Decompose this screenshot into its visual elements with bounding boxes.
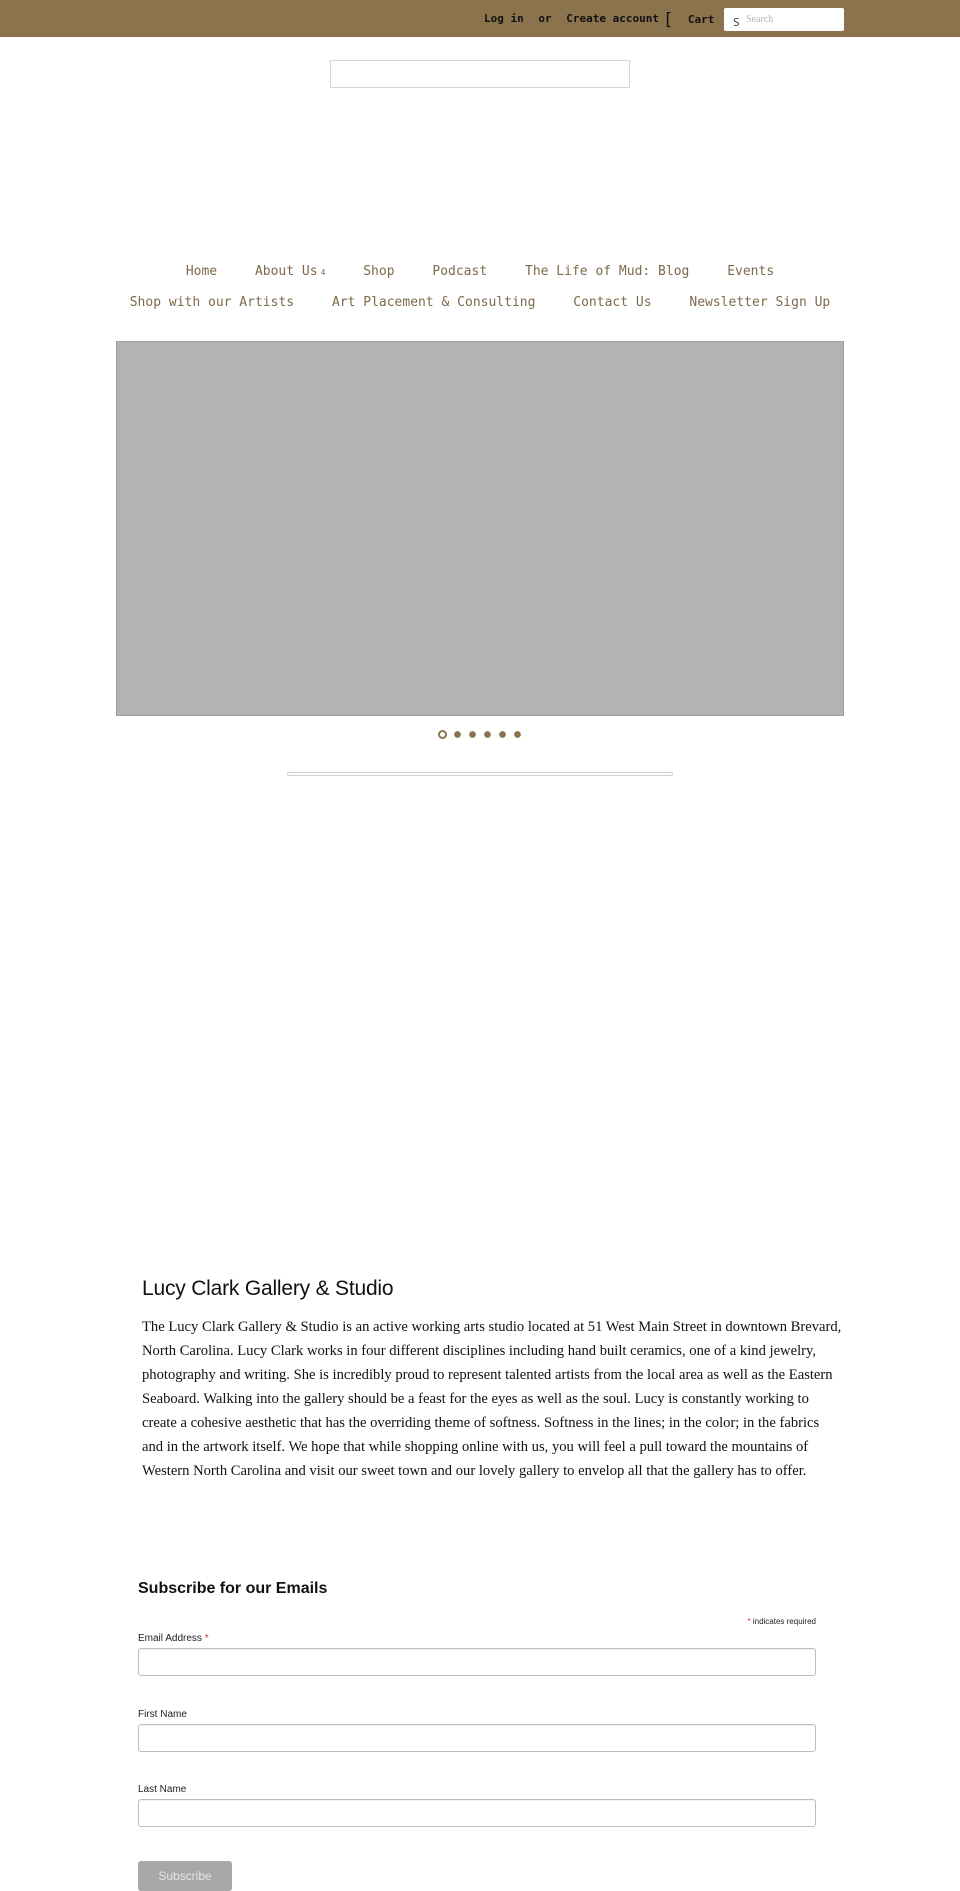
or-text: or	[538, 12, 552, 25]
subscribe-button[interactable]: Subscribe	[138, 1861, 232, 1891]
last-name-field-group	[138, 1784, 816, 1827]
main-nav-row-1	[0, 264, 960, 279]
nav-home[interactable]: Home	[185, 264, 218, 279]
first-name-input[interactable]	[138, 1724, 816, 1752]
nav-events[interactable]: Events	[727, 264, 775, 279]
first-name-label: First Name	[138, 1709, 187, 1720]
required-note	[747, 1617, 816, 1626]
required-asterisk: *	[747, 1617, 751, 1626]
email-field-group	[138, 1633, 816, 1676]
cart-link[interactable]	[663, 10, 714, 30]
main-nav-row-2	[0, 295, 960, 310]
slide-dot-3[interactable]	[469, 731, 476, 738]
slide-dot-2[interactable]	[454, 731, 461, 738]
about-title: Lucy Clark Gallery & Studio	[142, 1277, 394, 1300]
email-input[interactable]	[138, 1648, 816, 1676]
slide-dot-6[interactable]	[514, 731, 521, 738]
nav-about-us-label: About Us	[254, 264, 318, 279]
slide-dot-1[interactable]	[438, 730, 447, 739]
nav-newsletter[interactable]: Newsletter Sign Up	[689, 295, 831, 310]
required-note-text: indicates required	[752, 1617, 816, 1626]
hero-slideshow[interactable]	[116, 341, 844, 716]
nav-about-us[interactable]	[255, 264, 325, 279]
create-account-link[interactable]: Create account	[566, 12, 659, 25]
slideshow-pagination	[438, 729, 522, 739]
nav-blog[interactable]: The Life of Mud: Blog	[525, 264, 690, 279]
nav-shop[interactable]: Shop	[363, 264, 395, 279]
search-icon[interactable]: S	[733, 16, 740, 29]
nav-shop-with-artists[interactable]: Shop with our Artists	[129, 295, 295, 310]
email-label	[138, 1633, 816, 1644]
subscribe-title: Subscribe for our Emails	[138, 1580, 328, 1597]
nav-podcast[interactable]: Podcast	[432, 264, 488, 279]
cart-icon: [	[663, 10, 674, 30]
site-logo[interactable]	[330, 60, 630, 88]
email-label-text: Email Address	[138, 1633, 202, 1644]
cart-label: Cart	[687, 13, 715, 26]
top-bar	[0, 0, 960, 37]
nav-contact-us[interactable]: Contact Us	[573, 295, 652, 310]
about-body: The Lucy Clark Gallery & Studio is an active working arts studio located at 51 West Main Street in downtown Brevard, North Carolina. Lucy Clark works in four different disciplines including hand built ceramics, one of a kind jewelry, photography and writing. She is incredibly proud to represent talented artists from the local area as well as the Eastern Seaboard. Walking into the gallery should be a feast for the eyes as well as the soul. Lucy is constantly working to create a cohesive aesthetic that has the overriding theme of softness. Softness in the lines; in the color; in the fabrics and in the artwork itself. We hope that while shopping online with us, you will feel a pull toward the mountains of Western North Carolina and visit our sweet town and our lovely gallery to envelop all that the gallery has to offer.	[142, 1319, 842, 1479]
nav-art-placement[interactable]: Art Placement & Consulting	[331, 295, 536, 310]
first-name-field-group	[138, 1709, 816, 1752]
required-asterisk: *	[204, 1633, 209, 1644]
slide-dot-5[interactable]	[499, 731, 506, 738]
last-name-input[interactable]	[138, 1799, 816, 1827]
last-name-label: Last Name	[138, 1784, 187, 1795]
about-section	[142, 1277, 842, 1483]
slide-dot-4[interactable]	[484, 731, 491, 738]
login-link[interactable]: Log in	[484, 12, 524, 25]
account-links	[484, 12, 667, 25]
section-divider	[287, 772, 673, 776]
chevron-down-icon: 4	[320, 268, 326, 277]
search-input[interactable]	[746, 11, 840, 27]
search-box	[724, 8, 844, 31]
subscribe-form	[138, 1580, 816, 1883]
